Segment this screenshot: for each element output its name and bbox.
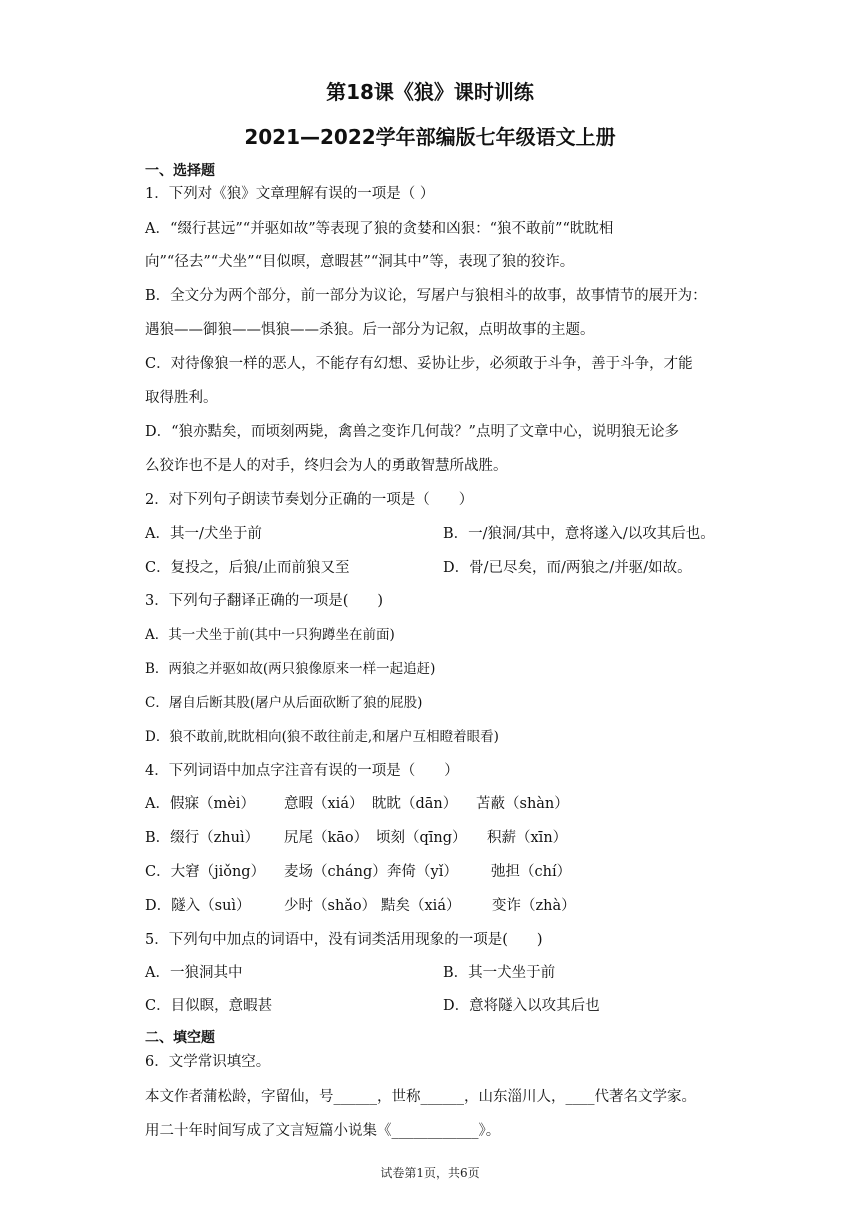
page-footer: 试卷第1页，共6页: [380, 1166, 480, 1180]
question-6-stem: 6．文学常识填空。: [145, 1054, 271, 1070]
question-4-option-d-3: 黠矣（xiá）: [381, 898, 461, 914]
question-1-option-d-cont: 么狡诈也不是人的对手，终归会为人的勇敢智慧所战胜。: [145, 458, 508, 474]
question-3-option-d: D．狼不敢前,眈眈相向(狼不敢往前走,和屠户互相瞪着眼看): [145, 729, 499, 745]
question-4-option-c-1: C．大窘（jiǒng）: [145, 864, 266, 880]
question-4-option-c-2: 麦场（cháng）: [284, 864, 387, 880]
question-1-stem: 1．下列对《狼》文章理解有误的一项是（ ）: [145, 186, 435, 202]
question-3-option-b: B．两狼之并驱如故(两只狼像原来一样一起追赶): [145, 661, 436, 677]
question-4-option-a-2: 意暇（xiá）: [284, 796, 364, 812]
question-1-option-c: C．对待像狼一样的恶人，不能存有幻想、妥协让步，必须敢于斗争，善于斗争，才能: [145, 356, 693, 372]
section-heading-fill: 二、填空题: [145, 1030, 215, 1046]
question-1-option-b-cont: 遇狼——御狼——惧狼——杀狼。后一部分为记叙，点明故事的主题。: [145, 322, 595, 338]
question-4-option-c-4: 弛担（chí）: [491, 864, 572, 880]
page-subtitle: 2021—2022学年部编版七年级语文上册: [244, 125, 616, 149]
question-4-stem: 4．下列词语中加点字注音有误的一项是（ ）: [145, 763, 459, 779]
question-4-option-b-3: 顷刻（qīng）: [376, 830, 467, 846]
question-2-stem: 2．对下列句子朗读节奏划分正确的一项是（ ）: [145, 492, 474, 508]
question-4-option-d-4: 变诈（zhà）: [492, 898, 576, 914]
question-1-option-a: A．“缀行甚远”“并驱如故”等表现了狼的贪婪和凶狠：“狼不敢前”“眈眈相: [145, 221, 614, 237]
question-2-option-a: A．其一/犬坐于前: [145, 526, 262, 542]
question-1-option-b: B．全文分为两个部分，前一部分为议论，写屠户与狼相斗的故事，故事情节的展开为：: [145, 288, 707, 304]
question-5-option-b: B．其一犬坐于前: [443, 965, 556, 981]
question-4-option-a-1: A．假寐（mèi）: [145, 796, 255, 812]
question-1-option-a-cont: 向”“径去”“犬坐”“目似暝，意暇甚”“洞其中”等，表现了狼的狡诈。: [145, 254, 575, 270]
question-3-option-a: A．其一犬坐于前(其中一只狗蹲坐在前面): [145, 627, 395, 643]
question-3-option-c: C．屠自后断其股(屠户从后面砍断了狼的屁股): [145, 695, 423, 711]
question-4-option-c-3: 奔倚（yǐ）: [387, 864, 458, 880]
question-4-option-d-1: D．隧入（suì）: [145, 898, 251, 914]
question-5-option-d: D．意将隧入以攻其后也: [443, 998, 600, 1014]
question-5-stem: 5．下列句中加点的词语中，没有词类活用现象的一项是( ): [145, 932, 543, 948]
question-5-option-a: A．一狼洞其中: [145, 965, 243, 981]
page-title: 第18课《狼》课时训练: [326, 80, 534, 104]
question-6-line-1: 本文作者蒲松龄，字留仙，号______，世称______，山东淄川人，____代著名文学家。: [145, 1089, 696, 1105]
question-2-option-c: C．复投之，后狼/止而前狼又至: [145, 560, 350, 576]
question-6-line-2: 用二十年时间写成了文言短篇小说集《____________》。: [145, 1123, 501, 1139]
question-3-stem: 3．下列句子翻译正确的一项是( ): [145, 593, 384, 609]
section-heading-choice: 一、选择题: [145, 163, 215, 179]
question-1-option-d: D．“狼亦黠矣，而顷刻两毙，禽兽之变诈几何哉？”点明了文章中心，说明狼无论多: [145, 424, 679, 440]
question-4-option-d-2: 少时（shǎo）: [284, 898, 377, 914]
question-5-option-c: C．目似瞑，意暇甚: [145, 998, 273, 1014]
question-4-option-b-2: 尻尾（kāo）: [284, 830, 369, 846]
question-4-option-a-3: 眈眈（dān）: [372, 796, 458, 812]
question-4-option-b-1: B．缀行（zhuì）: [145, 830, 260, 846]
question-1-option-c-cont: 取得胜利。: [145, 390, 218, 406]
question-4-option-b-4: 积薪（xīn）: [487, 830, 568, 846]
question-4-option-a-4: 苫蔽（shàn）: [476, 796, 569, 812]
question-2-option-d: D．骨/已尽矣，而/两狼之/并驱/如故。: [443, 560, 692, 576]
question-2-option-b: B．一/狼洞/其中，意将遂入/以攻其后也。: [443, 526, 715, 542]
